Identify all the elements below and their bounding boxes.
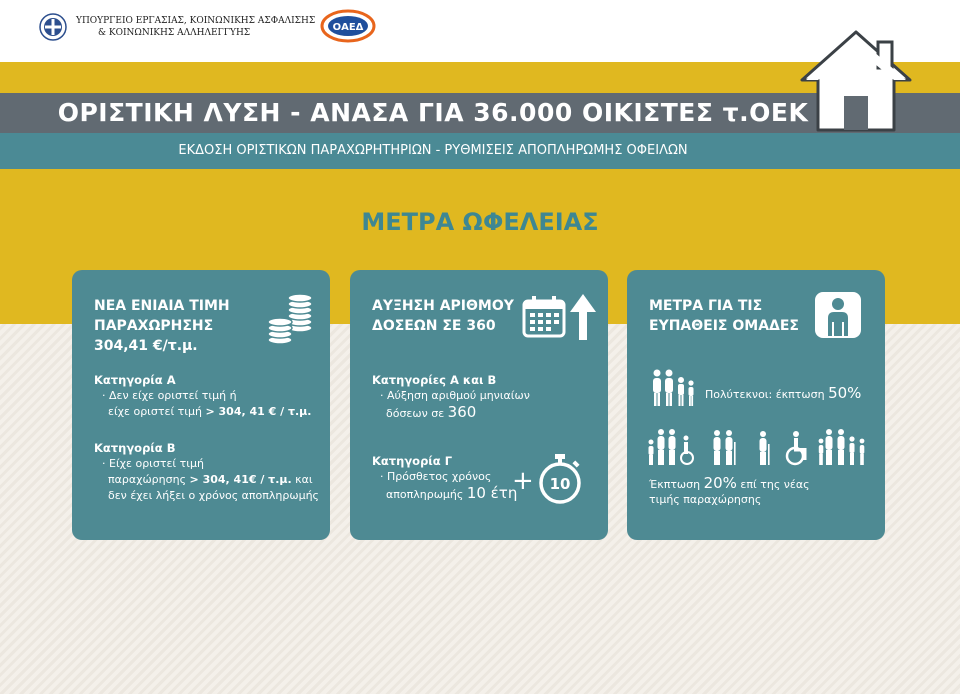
section-title: ΜΕΤΡΑ ΩΦΕΛΕΙΑΣ [361,208,599,236]
card-unified-price [72,270,330,540]
greek-emblem-icon [38,12,68,42]
card2-category-ab [372,372,530,422]
calendar-icon [522,296,566,338]
card-vulnerable-groups [627,270,885,540]
card1-title-line1: ΝΕΑ ΕΝΙΑΙΑ ΤΙΜΗ [94,298,230,314]
oaed-logo [320,8,376,44]
card1-category-b-line1: · Είχε οριστεί τιμή [102,457,204,470]
stopwatch-icon [537,454,583,504]
card1-category-a-line2: είχε οριστεί τιμή > 304, 41 € / τ.μ. [108,405,312,418]
discount-line1: Έκπτωση 20% επί της νέας [649,474,810,492]
discount-line2: τιμής παραχώρησης [649,493,762,506]
house-icon [796,28,916,134]
oaed-logo-text: ΟΑΕΔ [332,22,364,33]
card2-category-ab-heading: Κατηγορίες Α και Β [372,373,497,387]
vulnerable-groups-icons [645,428,873,466]
card2-category-ab-line2: δόσεων σε 360 [386,403,477,421]
card1-title [94,296,230,356]
card2-category-g-heading: Κατηγορία Γ [372,454,453,468]
card2-category-ab-line1: · Αύξηση αριθμού μηνιαίων [380,389,530,402]
ministry-name-line1: ΥΠΟΥΡΓΕΙΟ ΕΡΓΑΣΙΑΣ, ΚΟΙΝΩΝΙΚΗΣ ΑΣΦΑΛΙΣΗΣ [76,16,316,26]
ministry-name-line2: & ΚΟΙΝΩΝΙΚΗΣ ΑΛΛΗΛΕΓΓΥΗΣ [98,28,251,38]
discount-text [649,476,810,507]
stopwatch-value: 10 [549,475,571,493]
plus-sign: + [512,466,534,496]
card1-category-a [94,372,311,420]
card2-category-g-line2: αποπληρωμής 10 έτη [386,484,518,502]
card2-title-line1: ΑΥΞΗΣΗ ΑΡΙΘΜΟΥ [372,298,514,314]
card2-category-g-line1: · Πρόσθετος χρόνος [380,470,492,483]
ministry-logo [38,12,315,42]
card1-title-line2: ΠΑΡΑΧΩΡΗΣΗΣ [94,318,214,334]
card2-title [372,296,514,336]
coins-icon [266,292,316,346]
main-title: ΟΡΙΣΤΙΚΗ ΛΥΣΗ - ΑΝΑΣΑ ΓΙΑ 36.000 ΟΙΚΙΣΤΕΣ τ.ΟΕΚ [57,98,809,127]
arrow-up-icon [570,294,596,340]
card3-title-line1: ΜΕΤΡΑ ΓΙΑ ΤΙΣ [649,298,763,314]
card1-title-line3: 304,41 €/τ.μ. [94,338,198,354]
card2-category-g [372,453,517,503]
card1-category-b-line3: δεν έχει λήξει ο χρόνος αποπληρωμής [108,489,320,502]
card2-title-line2: ΔΟΣΕΩΝ ΣΕ 360 [372,318,496,334]
card1-category-b [94,440,319,504]
large-family-icon [649,368,697,408]
card1-category-a-heading: Κατηγορία Α [94,373,176,387]
card3-title-line2: ΕΥΠΑΘΕΙΣ ΟΜΑΔΕΣ [649,318,799,334]
card1-category-b-line2: παραχώρησης > 304, 41€ / τ.μ. και [108,473,313,486]
large-families-discount: Πολύτεκνοι: έκπτωση 50% [705,384,862,402]
card1-category-a-line1: · Δεν είχε οριστεί τιμή ή [102,389,237,402]
card1-category-b-heading: Κατηγορία Β [94,441,176,455]
card-installments [350,270,608,540]
sub-title: ΕΚΔΟΣΗ ΟΡΙΣΤΙΚΩΝ ΠΑΡΑΧΩΡΗΤΗΡΙΩΝ - ΡΥΘΜΙΣΕΙΣ ΑΠΟΠΛΗΡΩΜΗΣ ΟΦΕΙΛΩΝ [178,143,688,158]
person-icon [815,292,861,338]
card3-title [649,296,799,336]
